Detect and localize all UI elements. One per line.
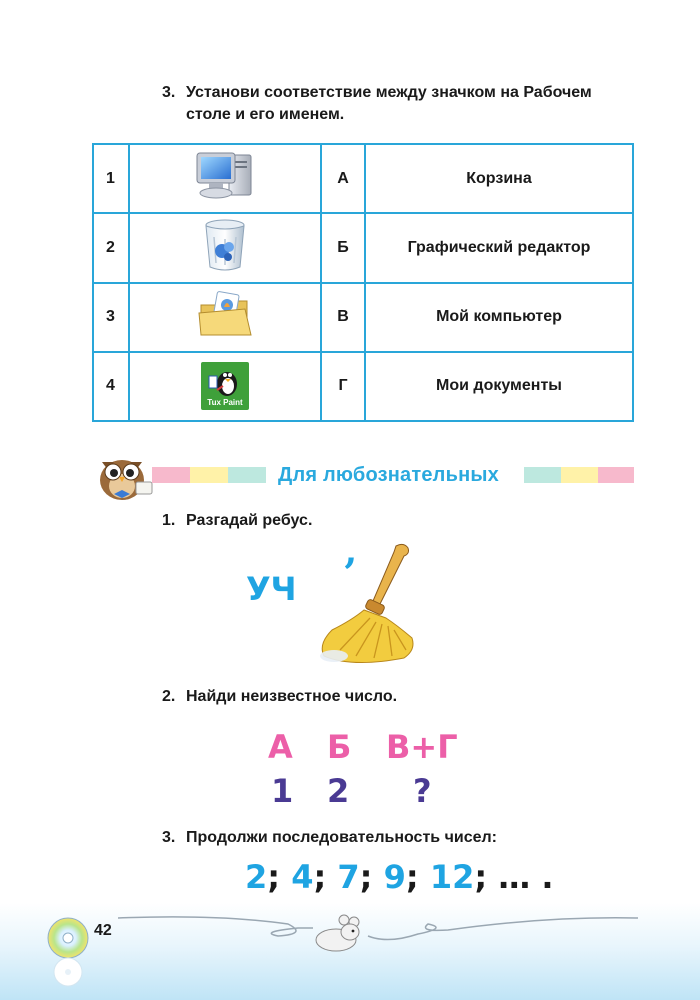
sequence-ellipsis: … .	[498, 858, 554, 896]
separator: ;	[474, 858, 488, 896]
question-text: Разгадай ребус.	[186, 512, 313, 529]
option-letter: А	[321, 144, 365, 213]
option-name: Графический редактор	[365, 213, 633, 282]
row-number: 1	[93, 144, 129, 213]
question-number: 2.	[162, 688, 176, 705]
band-segment	[152, 467, 190, 483]
question-number: 1.	[162, 512, 176, 529]
sequence-number: 9	[383, 858, 406, 896]
task-text-before: Установи соответствие между значком на	[186, 84, 524, 101]
recycle-bin-icon	[200, 217, 250, 273]
icon-cell	[129, 352, 321, 421]
icon-cell	[129, 213, 321, 282]
value-unknown: ?	[413, 772, 432, 810]
task-text-after: и его именем.	[230, 106, 345, 123]
table-row	[93, 213, 633, 282]
option-letter: Г	[321, 352, 365, 421]
tux-paint-icon	[201, 362, 249, 410]
icon-cell	[129, 283, 321, 352]
separator: ;	[359, 858, 373, 896]
sequence-number: 12	[429, 858, 475, 896]
sequence-number: 2	[245, 858, 268, 896]
band-segment	[561, 467, 598, 483]
sequence-number: 4	[291, 858, 314, 896]
rebus-letters: УЧ	[246, 570, 297, 608]
table-row	[93, 352, 633, 421]
band-segment	[190, 467, 228, 483]
question-text: Продолжи последовательность чисел:	[186, 829, 497, 846]
band-segment	[524, 467, 561, 483]
my-documents-folder-icon	[197, 289, 253, 341]
row-number: 2	[93, 213, 129, 282]
question-3	[162, 829, 497, 847]
table-row	[93, 144, 633, 213]
option-name: Мои документы	[365, 352, 633, 421]
matching-table	[92, 143, 634, 422]
number-sequence	[245, 858, 554, 896]
cd-disc-icon	[46, 914, 94, 997]
letter-v-plus-g: В+Г	[386, 728, 458, 766]
decorative-band-right	[524, 467, 634, 483]
letter-a: А	[268, 728, 293, 766]
owl-mascot	[92, 448, 158, 509]
band-segment	[598, 467, 634, 483]
separator: ;	[313, 858, 327, 896]
row-number: 4	[93, 352, 129, 421]
option-name: Корзина	[365, 144, 633, 213]
question-number: 3.	[162, 829, 176, 846]
value-2: 2	[327, 772, 350, 810]
owl-icon	[92, 448, 158, 504]
tux-paint-label: Tux Paint	[207, 398, 243, 408]
task-number: 3.	[162, 84, 176, 101]
separator: ;	[405, 858, 419, 896]
broom-icon	[312, 540, 432, 670]
letter-b: Б	[327, 728, 352, 766]
broom-picture	[312, 540, 432, 675]
question-1	[162, 512, 312, 530]
table-row	[93, 283, 633, 352]
option-letter: Б	[321, 213, 365, 282]
icon-cell	[129, 144, 321, 213]
bold-term-desktop: столе	[186, 106, 231, 123]
mouse-cable-decoration	[118, 904, 638, 959]
option-letter: В	[321, 283, 365, 352]
separator: ;	[267, 858, 281, 896]
page-number: 42	[94, 922, 112, 939]
rebus-apostrophe: ’	[343, 550, 357, 597]
row-number: 3	[93, 283, 129, 352]
section-title: Для любознательных	[278, 464, 499, 486]
question-text: Найди неизвестное число.	[186, 688, 398, 705]
penguin-icon	[201, 362, 249, 398]
my-computer-icon	[193, 149, 257, 203]
mouse-icon	[118, 904, 638, 954]
value-1: 1	[271, 772, 294, 810]
bold-term-working: Рабочем	[523, 84, 592, 101]
band-segment	[228, 467, 266, 483]
question-2	[162, 688, 397, 706]
task-3-instruction	[162, 82, 634, 126]
decorative-band-left	[152, 467, 266, 483]
option-name: Мой компьютер	[365, 283, 633, 352]
sequence-number: 7	[337, 858, 360, 896]
